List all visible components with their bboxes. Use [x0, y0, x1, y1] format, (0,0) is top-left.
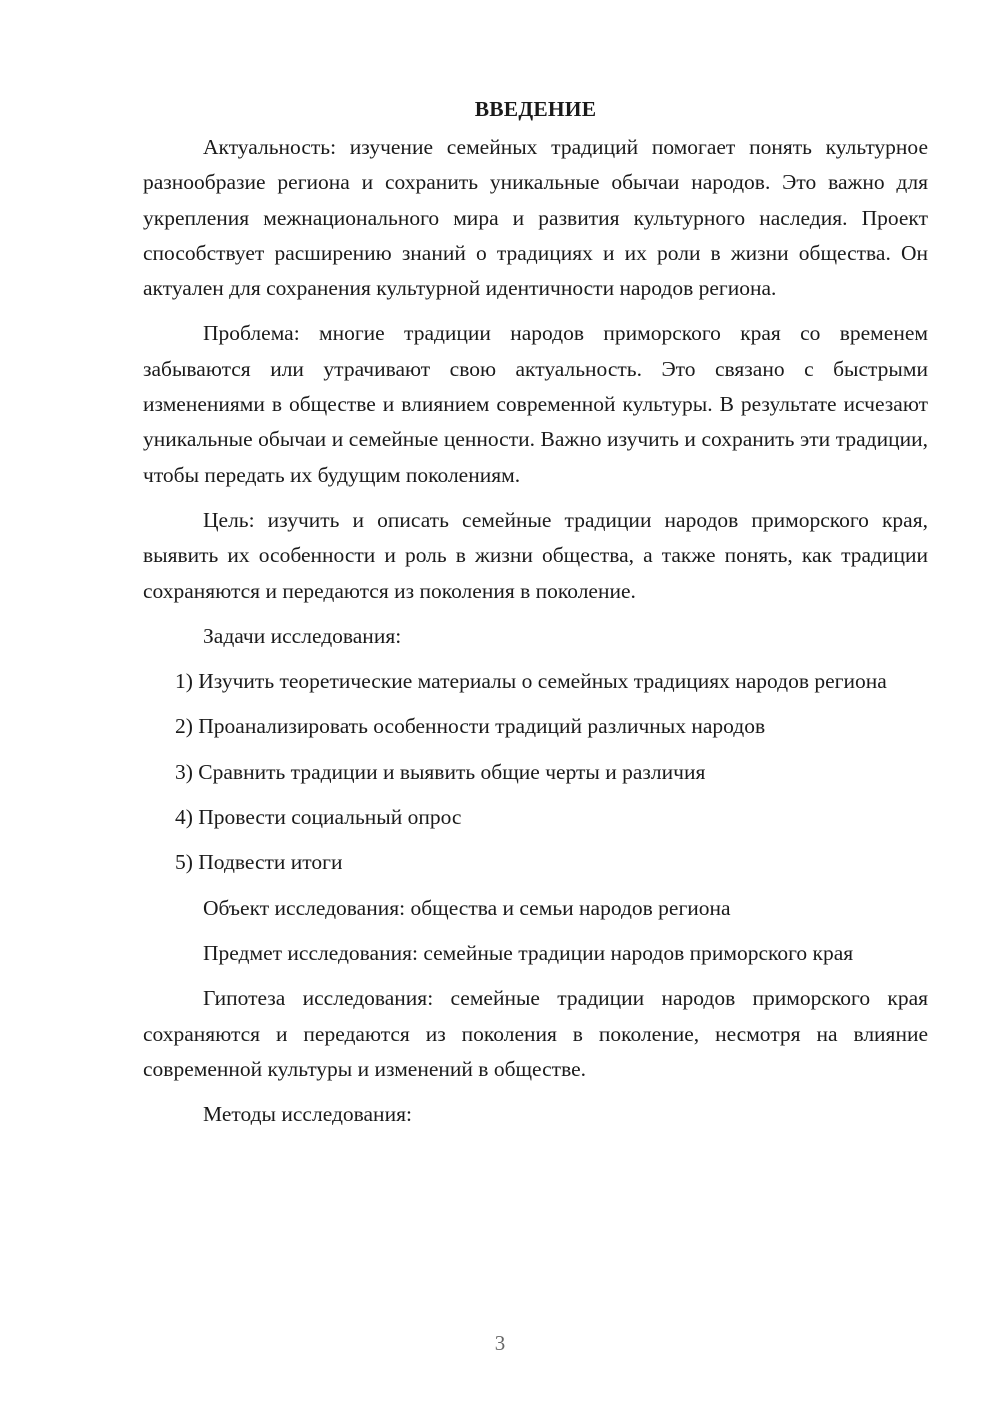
tasks-heading: Задачи исследования:: [203, 623, 402, 648]
paragraph-hypothesis: Гипотеза исследования: семейные традиции народов приморского края сохраняются и передаются из поколения в поколение, несмотря на влияние современной культуры и изменений в обществе.: [143, 986, 928, 1081]
document-page: [143, 92, 928, 1142]
section-title: ВВЕДЕНИЕ: [474, 97, 597, 121]
task-item-5: 5) Подвести итоги: [175, 850, 343, 875]
page-number: 3: [494, 1331, 506, 1355]
task-item-1: 1) Изучить теоретические материалы о семейных традициях народов региона: [175, 669, 887, 694]
paragraph-relevance: Актуальность: изучение семейных традиций помогает понять культурное разнообразие региона и сохранить уникальные обычаи народов. Это важно для укрепления межнационального мира и развития культурного наследия. Проект способствует расширению знаний о традициях и их роли в жизни общества. Он актуален для сохранения культурной идентичности народов региона.: [143, 135, 928, 301]
methods-heading: Методы исследования:: [203, 1102, 412, 1127]
task-item-2: 2) Проанализировать особенности традиций различных народов: [175, 714, 766, 739]
task-item-4: 4) Провести социальный опрос: [175, 805, 462, 830]
paragraph-goal: Цель: изучить и описать семейные традиции народов приморского края, выявить их особенности и роль в жизни общества, а также понять, как традиции сохраняются и передаются из поколения в поколение.: [143, 507, 928, 603]
paragraph-subject: Предмет исследования: семейные традиции народов приморского края: [203, 940, 854, 965]
task-item-3: 3) Сравнить традиции и выявить общие черты и различия: [175, 759, 706, 784]
paragraph-object: Объект исследования: общества и семьи народов региона: [203, 895, 731, 920]
paragraph-problem: Проблема: многие традиции народов приморского края со временем забываются или утрачивают свою актуальность. Это связано с быстрыми изменениями в обществе и влиянием современной культуры. В результате исчезают уникальные обычаи и семейные ценности. Важно изучить и сохранить эти традиции, чтобы передать их будущим поколениям.: [143, 321, 928, 487]
